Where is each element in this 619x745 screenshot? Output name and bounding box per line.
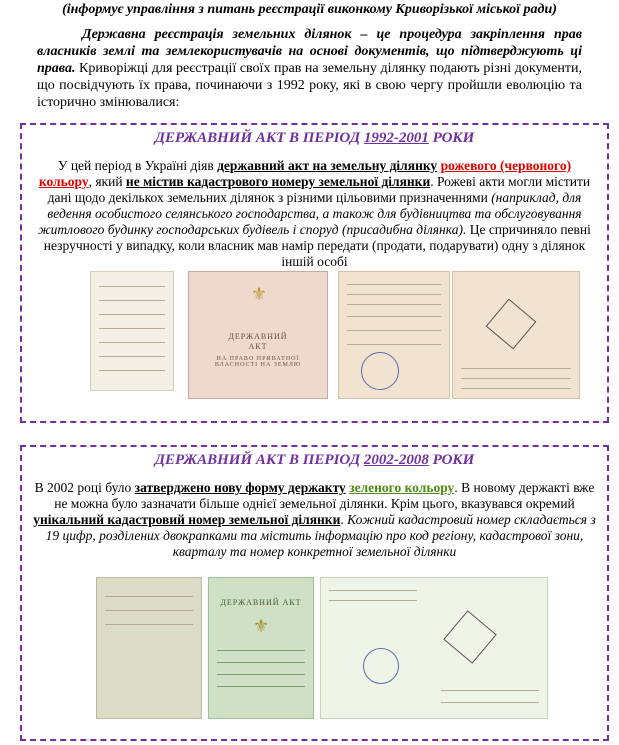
- section-1-title: [22, 130, 607, 147]
- section-1-text: [32, 158, 597, 270]
- s2-text-part: В 2002 році було: [34, 480, 135, 495]
- intro-lead: Державна реєстрація земельних ділянок – це процедура закріплення прав власників землі та землекористувачів на основі документів, що підтверджують ці права.: [37, 27, 582, 76]
- old-act-form-image: [90, 271, 174, 391]
- s2-text-part: .: [340, 512, 348, 527]
- section-2002-2008: [20, 445, 609, 741]
- s2-text-part: . В новому держакті вже не можна було зазначати більше однієї земельної ділянки. Крім цього, вказувався окремий: [54, 480, 595, 511]
- s1-text-part: У цей період в Україні діяв: [57, 158, 218, 173]
- pink-act-caption-3: НА ПРАВО ПРИВАТНОЇ ВЛАСНОСТІ НА ЗЕМЛЮ: [214, 356, 302, 368]
- s1-emphasis-no-cadastral: не містив кадастрового номеру земельної ділянки: [125, 174, 431, 189]
- section-2-title-prefix: ДЕРЖАВНИЙ АКТ В ПЕРІОД: [154, 452, 364, 468]
- s1-example-italic: (наприклад, для ведення особистого селянського господарства, а також для будівництва та обслуговування житлового будинку господарських будівель і споруд (присадибна ділянка).: [38, 190, 582, 237]
- section-2-title-years: 2002-2008: [363, 452, 429, 468]
- section-1992-2001: [20, 123, 609, 423]
- green-act-plan-image: [320, 577, 548, 719]
- s1-text-part: Це спричиняло певні незручності у випадку, коли власник мав намір передати (продати, подарувати) одну з ділянок іншій особі: [43, 222, 591, 269]
- green-act-caption: ДЕРЖАВНИЙ АКТ: [220, 598, 302, 607]
- trident-icon: ⚜: [251, 284, 268, 304]
- stamp-icon: [363, 648, 399, 684]
- section-2-title: [22, 452, 607, 469]
- s1-text-part: . Рожеві акти могли містити дані щодо декількох земельних ділянок з різними цільовими призначеннями: [47, 174, 591, 205]
- trident-icon: ⚜: [253, 616, 270, 636]
- section-2-title-suffix: РОКИ: [428, 452, 475, 468]
- intro-body: Криворіжці для реєстрації своїх прав на земельну ділянку подають різні документи, що посвідчують їх права, починаючи з 1992 року, які в свою чергу пройшли еволюцію та історично змінювалися:: [37, 61, 582, 110]
- stamp-icon: [361, 352, 399, 390]
- section-1-title-years: 1992-2001: [363, 130, 429, 146]
- section-1-title-prefix: ДЕРЖАВНИЙ АКТ В ПЕРІОД: [154, 130, 364, 146]
- s2-emphasis-new-form: затверджено нову форму держакту: [134, 480, 346, 495]
- land-plan-image: [452, 271, 580, 399]
- section-1-title-suffix: РОКИ: [428, 130, 475, 146]
- s1-text-part: , який: [88, 174, 126, 189]
- green-act-back-image: [96, 577, 202, 719]
- pink-act-caption-1: ДЕРЖАВНИЙ: [228, 332, 288, 341]
- parcel-plan-shape: [486, 299, 537, 350]
- pink-act-page-image: [338, 271, 450, 399]
- s1-pink-color-label: рожевого (червоного) кольору: [38, 158, 572, 189]
- pink-act-cover-image: [188, 271, 328, 399]
- section-2-text: [32, 480, 597, 560]
- s2-green-color-label: зеленого кольору: [349, 480, 455, 495]
- s2-emphasis-cadastral: унікальний кадастровий номер земельної ділянки: [33, 512, 341, 527]
- s1-emphasis-act: державний акт на земельну ділянку: [217, 158, 438, 173]
- intro-paragraph: [37, 26, 582, 111]
- green-act-cover-image: [208, 577, 314, 719]
- page-subtitle: (інформує управління з питань реєстрації виконкому Криворізької міської ради): [62, 2, 557, 17]
- parcel-plan-shape: [443, 610, 497, 664]
- s2-cadastral-explanation: Кожний кадастровий номер складається з 19 цифр, розділених двокрапками та містить інформацію про код регіону, кадастрової зони, кварталу та номер конкретної земельної ділянки: [45, 512, 596, 559]
- pink-act-caption-2: АКТ: [248, 342, 268, 351]
